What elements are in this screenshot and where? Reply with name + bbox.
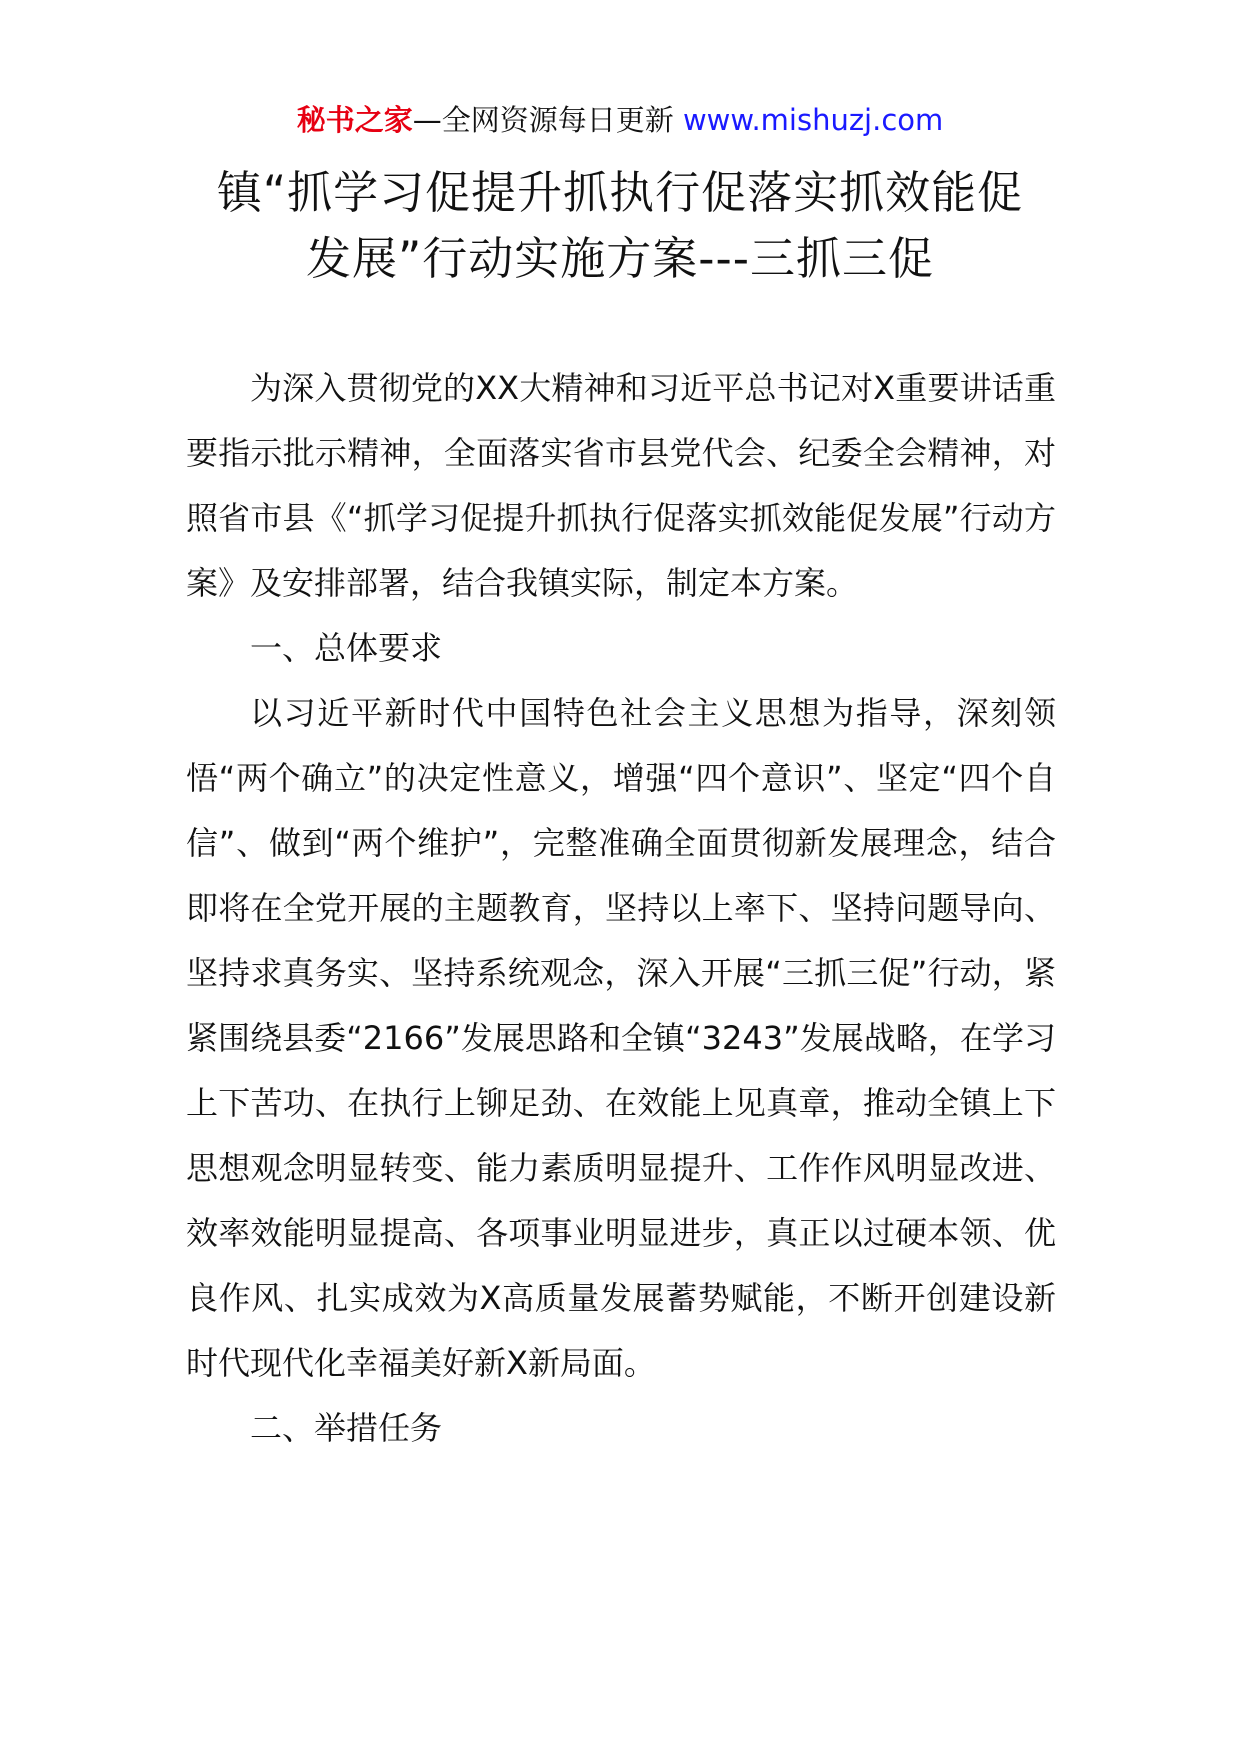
title-line-2: 发展”行动实施方案---三抓三促 xyxy=(305,232,935,285)
document-body xyxy=(186,356,1056,1461)
section-heading-overall-requirements: 一、总体要求 xyxy=(250,629,443,667)
site-brand: 秘书之家 xyxy=(296,103,413,137)
section-paragraph-overall-requirements: 以习近平新时代中国特色社会主义思想为指导，深刻领悟“两个确立”的决定性意义，增强“四个意识”、坚定“四个自信”、做到“两个维护”，完整准确全面贯彻新发展理念，结合即将在全党开展的主题教育，坚持以上率下、坚持问题导向、坚持求真务实、坚持系统观念，深入开展“三抓三促”行动，紧紧围绕县委“2166”发展思路和全镇“3243”发展战略，在学习上下苦功、在执行上铆足劲、在效能上见真章，推动全镇上下思想观念明显转变、能力素质明显提升、工作作风明显改进、效率效能明显提高、各项事业明显进步，真正以过硬本领、优良作风、扎实成效为X高质量发展蓄势赋能，不断开创建设新时代现代化幸福美好新X新局面。 xyxy=(186,694,1056,1382)
intro-paragraph: 为深入贯彻党的XX大精神和习近平总书记对X重要讲话重要指示批示精神，全面落实省市县党代会、纪委全会精神，对照省市县《“抓学习促提升抓执行促落实抓效能促发展”行动方案》及安排部署，结合我镇实际，制定本方案。 xyxy=(186,369,1056,602)
section-heading-measures-tasks: 二、举措任务 xyxy=(250,1409,443,1447)
header-dash: — xyxy=(412,103,442,137)
document-title xyxy=(150,160,1090,292)
header-tagline: 全网资源每日更新 xyxy=(441,103,683,137)
site-url-link[interactable]: www.mishuzj.com xyxy=(682,103,944,137)
site-header xyxy=(0,100,1240,140)
title-line-1: 镇“抓学习促提升抓执行促落实抓效能促 xyxy=(216,166,1024,219)
